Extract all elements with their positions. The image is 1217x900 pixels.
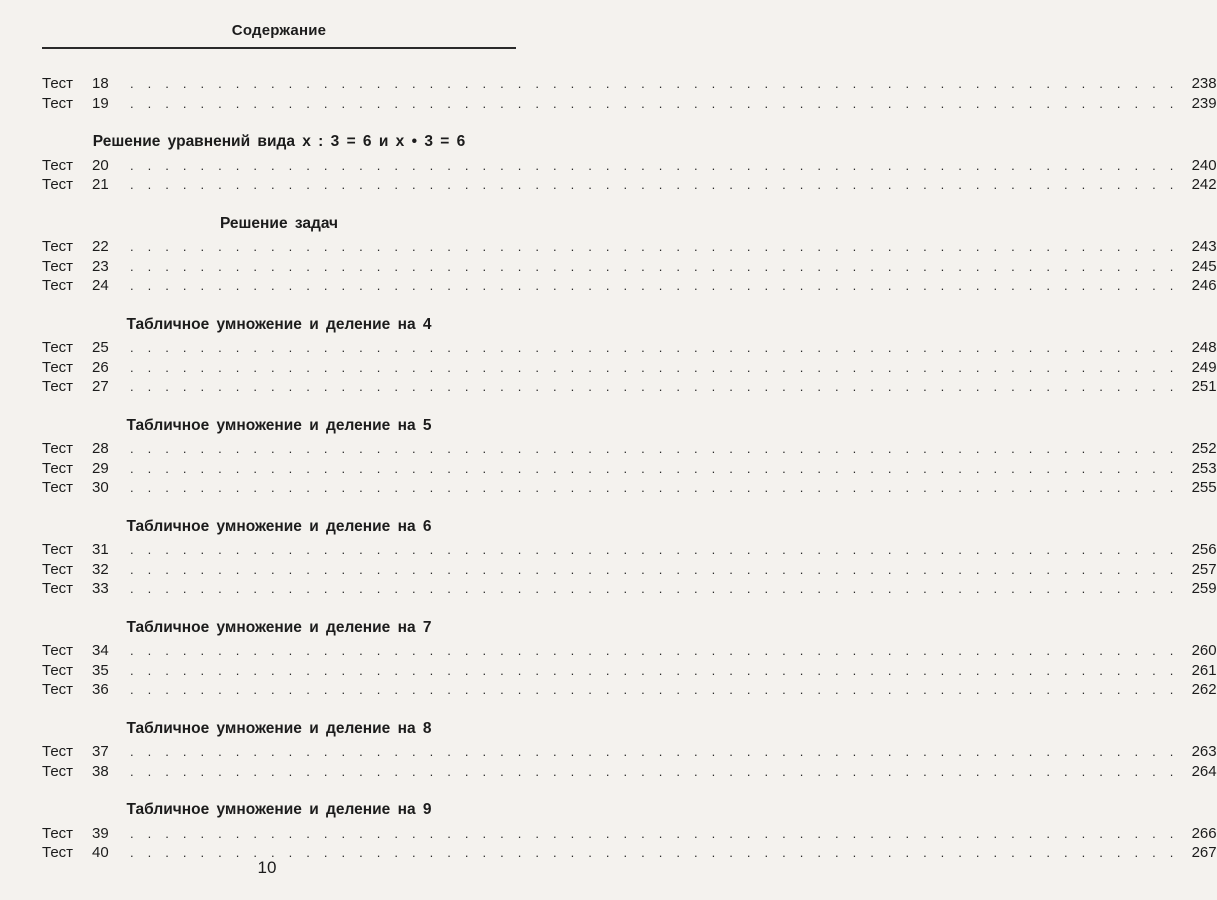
section-title: Табличное умножение и деление на 9 xyxy=(126,801,432,818)
entry-page-number: 257 xyxy=(1191,560,1217,578)
toc-entry xyxy=(42,237,1217,257)
test-number: 23 xyxy=(92,257,109,275)
entry-page-number: 260 xyxy=(1191,642,1217,659)
test-number: 32 xyxy=(92,560,109,578)
test-number: 33 xyxy=(92,580,109,597)
test-label: Тест xyxy=(42,459,74,477)
entry-page-number: 238 xyxy=(1191,75,1217,92)
section-title: Табличное умножение и деление на 8 xyxy=(126,719,432,737)
entry-page-number: 252 xyxy=(1191,440,1217,457)
entry-page-number: 256 xyxy=(1191,541,1217,558)
toc-entry xyxy=(42,276,1217,296)
section-title: Табличное умножение и деление на 4 xyxy=(126,315,432,333)
test-label: Тест xyxy=(42,743,74,760)
toc-section xyxy=(42,517,1217,599)
test-number: 31 xyxy=(92,541,109,558)
section-title: Табличное умножение и деление на 6 xyxy=(126,517,432,535)
test-number: 34 xyxy=(92,642,109,659)
test-number: 28 xyxy=(92,440,109,457)
header-divider xyxy=(42,47,516,49)
toc-entry xyxy=(42,641,1217,661)
test-number: 27 xyxy=(92,378,109,395)
test-label: Тест xyxy=(42,176,74,193)
test-number: 37 xyxy=(92,743,109,760)
dot-leader: . . . . . . . . . . . . . . . . . . . . . . . . . . . . . . . . . . . . . . . . . . . . . . . . . . . . . . . . . . . . xyxy=(130,460,1179,476)
dot-leader: . . . . . . . . . . . . . . . . . . . . . . . . . . . . . . . . . . . . . . . . . . . . . . . . . . . . . . . . . . . . xyxy=(130,480,1179,495)
entry-page-number: 261 xyxy=(1191,661,1217,679)
entry-page-number: 242 xyxy=(1191,176,1217,193)
toc-section xyxy=(42,719,1217,782)
dot-leader: . . . . . . . . . . . . . . . . . . . . . . . . . . . . . . . . . . . . . . . . . . . . . . . . . . . . . . . . . . . . xyxy=(130,561,1179,577)
test-label: Тест xyxy=(42,378,74,395)
test-number: 25 xyxy=(92,339,109,356)
dot-leader: . . . . . . . . . . . . . . . . . . . . . . . . . . . . . . . . . . . . . . . . . . . . . . . . . . . . . . . . . . . . xyxy=(130,845,1179,860)
entry-page-number: 255 xyxy=(1191,479,1217,496)
test-label: Тест xyxy=(42,257,74,275)
dot-leader: . . . . . . . . . . . . . . . . . . . . . . . . . . . . . . . . . . . . . . . . . . . . . . . . . . . . . . . . . . . . xyxy=(130,76,1179,91)
dot-leader: . . . . . . . . . . . . . . . . . . . . . . . . . . . . . . . . . . . . . . . . . . . . . . . . . . . . . . . . . . . . xyxy=(130,278,1179,293)
test-label: Тест xyxy=(42,681,74,698)
toc-entry xyxy=(42,661,1217,681)
test-number: 35 xyxy=(92,661,109,679)
test-number: 29 xyxy=(92,459,109,477)
toc-entry xyxy=(42,156,1217,176)
test-label: Тест xyxy=(42,661,74,679)
test-number: 22 xyxy=(92,238,109,255)
toc-entry xyxy=(42,358,1217,378)
entry-page-number: 248 xyxy=(1191,339,1217,356)
entry-page-number: 266 xyxy=(1191,824,1217,842)
dot-leader: . . . . . . . . . . . . . . . . . . . . . . . . . . . . . . . . . . . . . . . . . . . . . . . . . . . . . . . . . . . . xyxy=(130,581,1179,596)
test-number: 38 xyxy=(92,762,109,780)
table-of-contents xyxy=(42,74,1217,863)
toc-entry xyxy=(42,478,1217,498)
test-number: 21 xyxy=(92,176,109,193)
toc-entry xyxy=(42,338,1217,358)
dot-leader: . . . . . . . . . . . . . . . . . . . . . . . . . . . . . . . . . . . . . . . . . . . . . . . . . . . . . . . . . . . . xyxy=(130,763,1179,779)
test-number: 40 xyxy=(92,844,109,861)
dot-leader: . . . . . . . . . . . . . . . . . . . . . . . . . . . . . . . . . . . . . . . . . . . . . . . . . . . . . . . . . . . . xyxy=(130,177,1179,192)
dot-leader: . . . . . . . . . . . . . . . . . . . . . . . . . . . . . . . . . . . . . . . . . . . . . . . . . . . . . . . . . . . . xyxy=(130,825,1179,841)
toc-section xyxy=(42,618,1217,700)
toc-section xyxy=(42,416,1217,498)
dot-leader: . . . . . . . . . . . . . . . . . . . . . . . . . . . . . . . . . . . . . . . . . . . . . . . . . . . . . . . . . . . . xyxy=(130,682,1179,697)
test-number: 30 xyxy=(92,479,109,496)
toc-section xyxy=(42,132,1217,195)
dot-leader: . . . . . . . . . . . . . . . . . . . . . . . . . . . . . . . . . . . . . . . . . . . . . . . . . . . . . . . . . . . . xyxy=(130,340,1179,355)
test-number: 36 xyxy=(92,681,109,698)
test-number: 20 xyxy=(92,156,109,174)
toc-entry xyxy=(42,377,1217,397)
dot-leader: . . . . . . . . . . . . . . . . . . . . . . . . . . . . . . . . . . . . . . . . . . . . . . . . . . . . . . . . . . . . xyxy=(130,157,1179,173)
test-label: Тест xyxy=(42,642,74,659)
toc-entry xyxy=(42,824,1217,844)
dot-leader: . . . . . . . . . . . . . . . . . . . . . . . . . . . . . . . . . . . . . . . . . . . . . . . . . . . . . . . . . . . . xyxy=(130,643,1179,658)
entry-page-number: 240 xyxy=(1191,156,1217,174)
test-number: 24 xyxy=(92,277,109,294)
toc-section xyxy=(42,74,1217,113)
test-label: Тест xyxy=(42,479,74,496)
entry-page-number: 239 xyxy=(1191,94,1217,112)
toc-entry xyxy=(42,560,1217,580)
page-header-title: Содержание xyxy=(231,22,327,39)
test-label: Тест xyxy=(42,358,74,376)
dot-leader: . . . . . . . . . . . . . . . . . . . . . . . . . . . . . . . . . . . . . . . . . . . . . . . . . . . . . . . . . . . . xyxy=(130,239,1179,254)
toc-section xyxy=(42,800,1217,863)
dot-leader: . . . . . . . . . . . . . . . . . . . . . . . . . . . . . . . . . . . . . . . . . . . . . . . . . . . . . . . . . . . . xyxy=(130,258,1179,274)
section-title: Табличное умножение и деление на 5 xyxy=(126,416,432,434)
test-label: Тест xyxy=(42,541,74,558)
test-label: Тест xyxy=(42,844,74,861)
toc-entry xyxy=(42,459,1217,479)
section-title: Табличное умножение и деление на 7 xyxy=(126,618,432,636)
test-label: Тест xyxy=(42,75,74,92)
dot-leader: . . . . . . . . . . . . . . . . . . . . . . . . . . . . . . . . . . . . . . . . . . . . . . . . . . . . . . . . . . . . xyxy=(130,662,1179,678)
section-title: Решение задач xyxy=(219,214,339,232)
test-number: 26 xyxy=(92,358,109,376)
toc-entry xyxy=(42,742,1217,762)
toc-entry xyxy=(42,762,1217,782)
entry-page-number: 243 xyxy=(1191,238,1217,255)
test-label: Тест xyxy=(42,440,74,457)
toc-entry xyxy=(42,257,1217,277)
toc-entry xyxy=(42,439,1217,459)
test-label: Тест xyxy=(42,94,74,112)
test-label: Тест xyxy=(42,762,74,780)
toc-entry xyxy=(42,175,1217,195)
test-number: 39 xyxy=(92,824,109,842)
entry-page-number: 246 xyxy=(1191,277,1217,294)
toc-section xyxy=(42,214,1217,296)
entry-page-number: 251 xyxy=(1191,378,1217,395)
section-title: Решение уравнений вида x : 3 = 6 и x • 3 = 6 xyxy=(92,133,466,150)
entry-page-number: 245 xyxy=(1191,257,1217,275)
dot-leader: . . . . . . . . . . . . . . . . . . . . . . . . . . . . . . . . . . . . . . . . . . . . . . . . . . . . . . . . . . . . xyxy=(130,359,1179,375)
entry-page-number: 253 xyxy=(1191,459,1217,477)
entry-page-number: 259 xyxy=(1191,580,1217,597)
toc-entry xyxy=(42,74,1217,94)
dot-leader: . . . . . . . . . . . . . . . . . . . . . . . . . . . . . . . . . . . . . . . . . . . . . . . . . . . . . . . . . . . . xyxy=(130,379,1179,394)
page-number: 10 xyxy=(257,858,277,877)
test-number: 19 xyxy=(92,94,109,112)
test-label: Тест xyxy=(42,277,74,294)
toc-entry xyxy=(42,540,1217,560)
test-label: Тест xyxy=(42,339,74,356)
dot-leader: . . . . . . . . . . . . . . . . . . . . . . . . . . . . . . . . . . . . . . . . . . . . . . . . . . . . . . . . . . . . xyxy=(130,542,1179,557)
dot-leader: . . . . . . . . . . . . . . . . . . . . . . . . . . . . . . . . . . . . . . . . . . . . . . . . . . . . . . . . . . . . xyxy=(130,95,1179,111)
test-label: Тест xyxy=(42,580,74,597)
toc-entry xyxy=(42,680,1217,700)
test-label: Тест xyxy=(42,560,74,578)
dot-leader: . . . . . . . . . . . . . . . . . . . . . . . . . . . . . . . . . . . . . . . . . . . . . . . . . . . . . . . . . . . . xyxy=(130,441,1179,456)
test-number: 18 xyxy=(92,75,109,92)
toc-section xyxy=(42,315,1217,397)
entry-page-number: 267 xyxy=(1191,844,1217,861)
test-label: Тест xyxy=(42,156,74,174)
test-label: Тест xyxy=(42,238,74,255)
dot-leader: . . . . . . . . . . . . . . . . . . . . . . . . . . . . . . . . . . . . . . . . . . . . . . . . . . . . . . . . . . . . xyxy=(130,744,1179,759)
entry-page-number: 264 xyxy=(1191,762,1217,780)
entry-page-number: 249 xyxy=(1191,358,1217,376)
toc-entry xyxy=(42,94,1217,114)
entry-page-number: 263 xyxy=(1191,743,1217,760)
toc-entry xyxy=(42,579,1217,599)
test-label: Тест xyxy=(42,824,74,842)
entry-page-number: 262 xyxy=(1191,681,1217,698)
